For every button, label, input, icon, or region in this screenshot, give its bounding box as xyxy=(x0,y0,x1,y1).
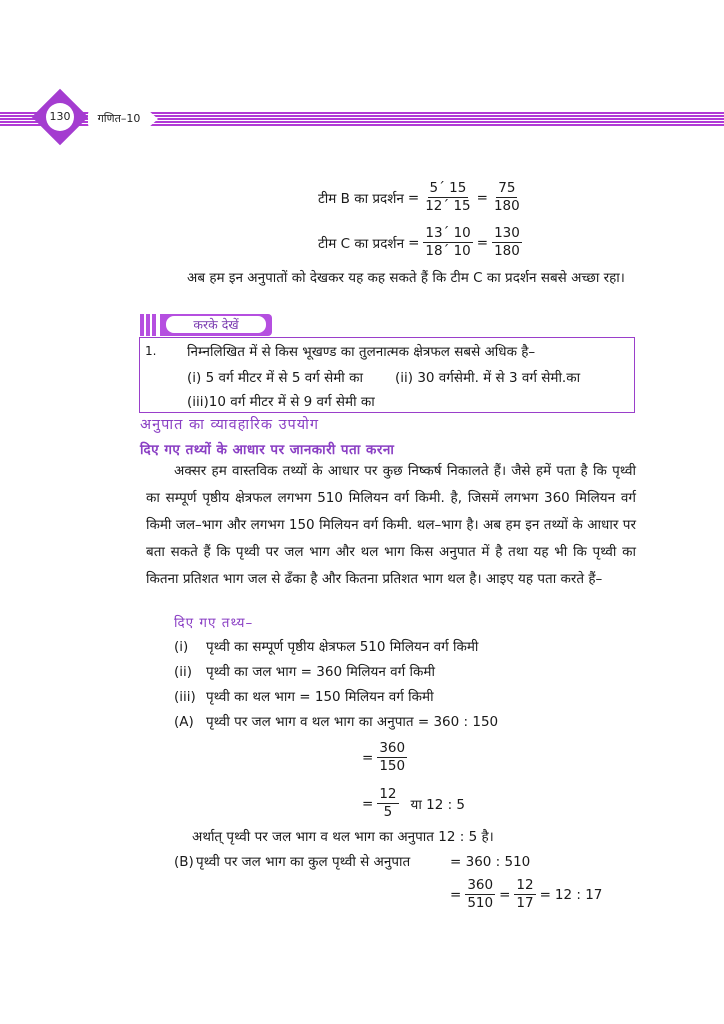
fact-text: पृथ्वी का जल भाग = 360 मिलियन वर्ग किमी xyxy=(206,664,435,680)
part-a-label: (A) xyxy=(174,714,194,730)
section-heading: अनुपात का व्यावहारिक उपयोग xyxy=(140,417,320,433)
numerator: 12 xyxy=(516,877,534,893)
final-ratio: 12 : 17 xyxy=(554,886,603,903)
option-3: (iii)10 वर्ग मीटर में से 9 वर्ग सेमी का xyxy=(187,394,375,410)
denominator: 12´ 15 xyxy=(425,198,471,214)
fraction xyxy=(465,877,495,912)
equals-sign: = xyxy=(362,795,374,812)
conclusion-text: अब हम इन अनुपातों को देखकर यह कह सकते हैं कि टीम C का प्रदर्शन सबसे अच्छा रहा। xyxy=(187,270,625,286)
part-b-rhs: = 360 : 510 xyxy=(450,854,531,870)
numerator: 13´ 10 xyxy=(425,225,471,241)
denominator: 510 xyxy=(467,895,494,911)
team-c-equation xyxy=(318,225,522,260)
question-text: निम्नलिखित में से किस भूखण्ड का तुलनात्मक क्षेत्रफल सबसे अधिक है– xyxy=(187,344,536,360)
equals-sign: = xyxy=(408,234,420,251)
try-it-title: करके देखें xyxy=(166,316,266,333)
fact-item xyxy=(174,687,434,707)
try-it-banner xyxy=(140,314,274,336)
fraction xyxy=(377,740,407,775)
equals-sign: = xyxy=(450,886,462,903)
equals-sign: = xyxy=(476,234,489,251)
denominator: 180 xyxy=(493,198,520,214)
option-2: (ii) 30 वर्गसेमी. में से 3 वर्ग सेमी.का xyxy=(395,370,581,386)
or-text: या 12 : 5 xyxy=(410,796,466,813)
facts-heading: दिए गए तथ्य– xyxy=(174,615,254,631)
part-a-text: पृथ्वी पर जल भाग व थल भाग का अनुपात = 360 : 150 xyxy=(206,714,499,730)
fact-item xyxy=(174,637,478,657)
fact-text: पृथ्वी का थल भाग = 150 मिलियन वर्ग किमी xyxy=(206,689,434,705)
team-c-label: टीम C का प्रदर्शन xyxy=(318,235,405,252)
part-a-step-2 xyxy=(362,786,465,821)
part-b-step xyxy=(450,877,602,912)
fact-number: (ii) xyxy=(174,664,193,680)
fact-number: (iii) xyxy=(174,689,196,705)
part-a-result: अर्थात् पृथ्वी पर जल भाग व थल भाग का अनुपात 12 : 5 है। xyxy=(192,829,494,845)
fact-number: (i) xyxy=(174,639,189,655)
sub-heading: दिए गए तथ्यों के आधार पर जानकारी पता करना xyxy=(140,442,395,458)
fact-text: पृथ्वी का सम्पूर्ण पृष्ठीय क्षेत्रफल 510 मिलियन वर्ग किमी xyxy=(206,639,479,655)
part-a-step-1 xyxy=(362,740,407,775)
denominator: 180 xyxy=(494,243,520,259)
part-b-line xyxy=(174,852,410,872)
part-a-line xyxy=(174,712,498,732)
denominator: 18´ 10 xyxy=(425,243,471,259)
numerator: 360 xyxy=(467,877,494,893)
equals-sign: = xyxy=(407,189,420,206)
fraction xyxy=(423,225,472,260)
intro-paragraph: अक्सर हम वास्तविक तथ्यों के आधार पर कुछ निष्कर्ष निकालते हैं। जैसे हमें पता है कि पृथ्वी का सम्पूर्ण पृष्ठीय क्षेत्रफल लगभग 510 मिलियन वर्ग किमी. है, जिसमें लगभग 360 मिलियन वर्ग किमी जल–भाग और लगभग 150 मिलियन वर्ग किमी. थल–भाग है। अब हम इन तथ्यों के आधार पर बता सकते हैं कि पृथ्वी पर जल भाग और थल भाग किस अनुपात में है तथा यह भी कि पृथ्वी का कितना प्रतिशत भाग जल से ढँका है और कितना प्रतिशत भाग थल है। आइए यह पता करते हैं– xyxy=(146,463,636,587)
banner-stripe xyxy=(152,314,156,336)
denominator: 5 xyxy=(383,804,393,820)
banner-stripe xyxy=(146,314,150,336)
denominator: 150 xyxy=(379,758,406,774)
numerator: 5´ 15 xyxy=(429,180,467,196)
equals-sign: = xyxy=(362,749,374,766)
fraction xyxy=(492,225,522,260)
numerator: 75 xyxy=(498,180,516,196)
numerator: 360 xyxy=(379,740,406,756)
book-title: गणित–10 xyxy=(88,110,150,128)
numerator: 12 xyxy=(379,786,397,802)
part-b-label: (B) xyxy=(174,854,194,870)
fraction xyxy=(514,877,535,912)
equals-sign: = xyxy=(499,886,511,903)
book-title-tab-edge xyxy=(148,110,158,128)
equals-sign: = xyxy=(476,189,488,206)
fraction xyxy=(492,180,522,215)
fraction xyxy=(423,180,472,215)
option-1: (i) 5 वर्ग मीटर में से 5 वर्ग सेमी का xyxy=(187,370,363,386)
equals-sign: = xyxy=(539,886,551,903)
fact-item xyxy=(174,662,435,682)
page-number: 130 xyxy=(46,103,74,131)
denominator: 17 xyxy=(516,895,534,911)
part-b-text: पृथ्वी पर जल भाग का कुल पृथ्वी से अनुपात xyxy=(196,854,411,870)
banner-stripe xyxy=(140,314,144,336)
numerator: 130 xyxy=(494,225,520,241)
team-b-label: टीम B का प्रदर्शन xyxy=(318,190,404,207)
team-b-equation xyxy=(318,180,522,215)
fraction xyxy=(377,786,398,821)
question-number: 1. xyxy=(145,344,157,358)
